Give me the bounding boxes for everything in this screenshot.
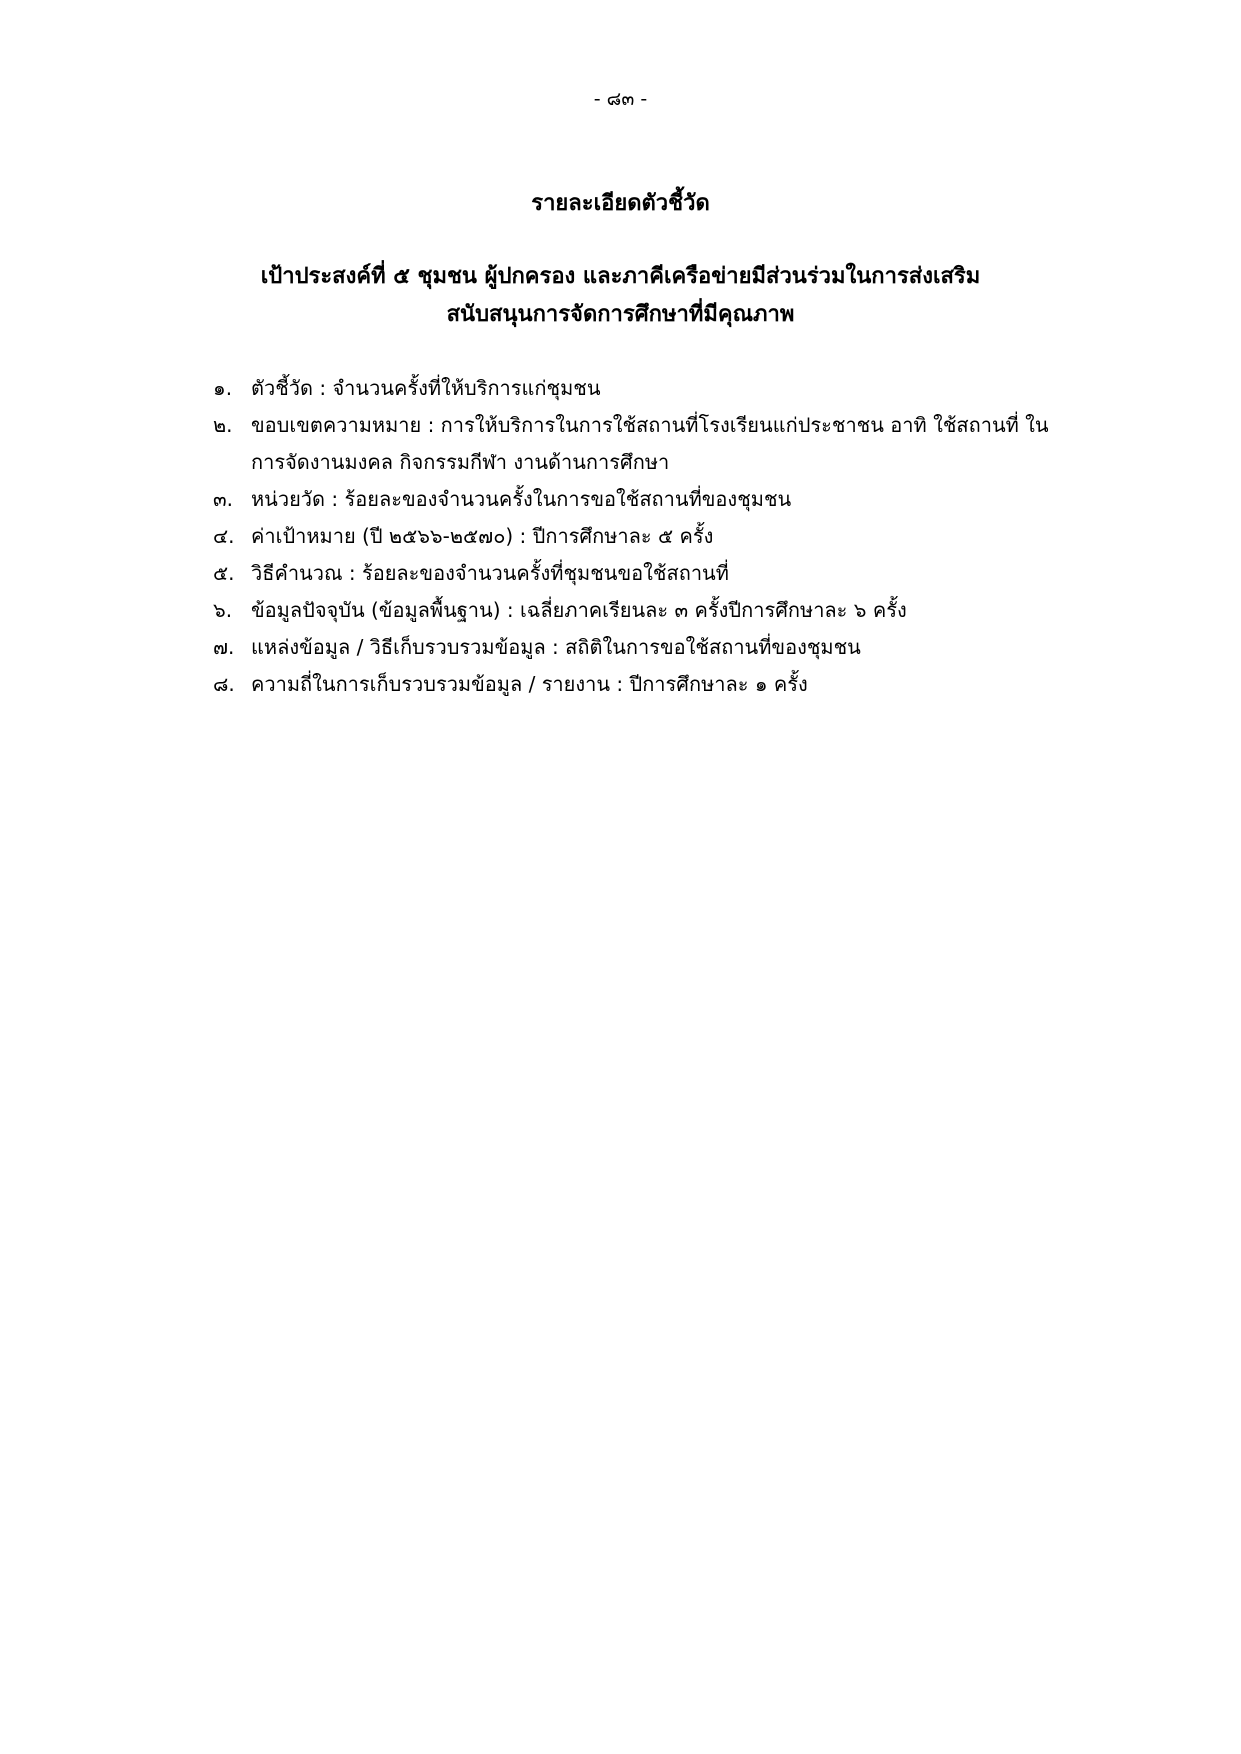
list-item-text: ความถี่ในการเก็บรวบรวมข้อมูล / รายงาน : ปีการศึกษาละ ๑ ครั้ง: [251, 672, 808, 696]
document-title: รายละเอียดตัวชี้วัด: [531, 191, 710, 216]
goal-line-2: สนับสนุนการจัดการศึกษาที่มีคุณภาพ: [446, 302, 795, 327]
list-item-text: วิธีคำนวณ : ร้อยละของจำนวนครั้งที่ชุมชนขอใช้สถานที่: [251, 561, 729, 585]
list-item-number: ๔.: [213, 524, 235, 548]
list-item-text: ตัวชี้วัด : จำนวนครั้งที่ให้บริการแก่ชุมชน: [251, 376, 601, 400]
list-item-number: ๗.: [213, 635, 235, 659]
list-item: [213, 555, 1063, 592]
list-item-number: ๓.: [213, 487, 234, 511]
list-item: [213, 518, 1063, 555]
list-item: [213, 370, 1063, 407]
list-item: [213, 592, 1063, 629]
list-item-number: ๕.: [213, 561, 235, 585]
list-item-number: ๘.: [213, 672, 235, 696]
list-item-number: ๑.: [213, 376, 233, 400]
list-item-number: ๒.: [213, 413, 233, 437]
list-item-text: ข้อมูลปัจจุบัน (ข้อมูลพื้นฐาน) : เฉลี่ยภาคเรียนละ ๓ ครั้งปีการศึกษาละ ๖ ครั้ง: [251, 598, 907, 622]
list-item: [213, 629, 1063, 666]
list-item-text: แหล่งข้อมูล / วิธีเก็บรวบรวมข้อมูล : สถิติในการขอใช้สถานที่ของชุมชน: [251, 635, 861, 659]
list-item-text: ขอบเขตความหมาย : การให้บริการในการใช้สถานที่โรงเรียนแก่ประชาชน อาทิ ใช้สถานที่ ในการจัดงานมงคล กิจกรรมกีฬา งานด้านการศึกษา: [251, 413, 1049, 474]
list-item: [213, 407, 1063, 481]
list-item: [213, 666, 1063, 703]
indicator-detail-list: [213, 370, 1063, 703]
goal-heading: [80, 258, 1161, 334]
list-item-number: ๖.: [213, 598, 233, 622]
goal-line-1: เป้าประสงค์ที่ ๕ ชุมชน ผู้ปกครอง และภาคีเครือข่ายมีส่วนร่วมในการส่งเสริม: [260, 264, 981, 289]
page-number: - ๘๓ -: [593, 88, 648, 110]
list-item-text: ค่าเป้าหมาย (ปี ๒๕๖๖-๒๕๗๐) : ปีการศึกษาละ ๕ ครั้ง: [251, 524, 714, 548]
list-item-text: หน่วยวัด : ร้อยละของจำนวนครั้งในการขอใช้สถานที่ของชุมชน: [251, 487, 792, 511]
list-item: [213, 481, 1063, 518]
